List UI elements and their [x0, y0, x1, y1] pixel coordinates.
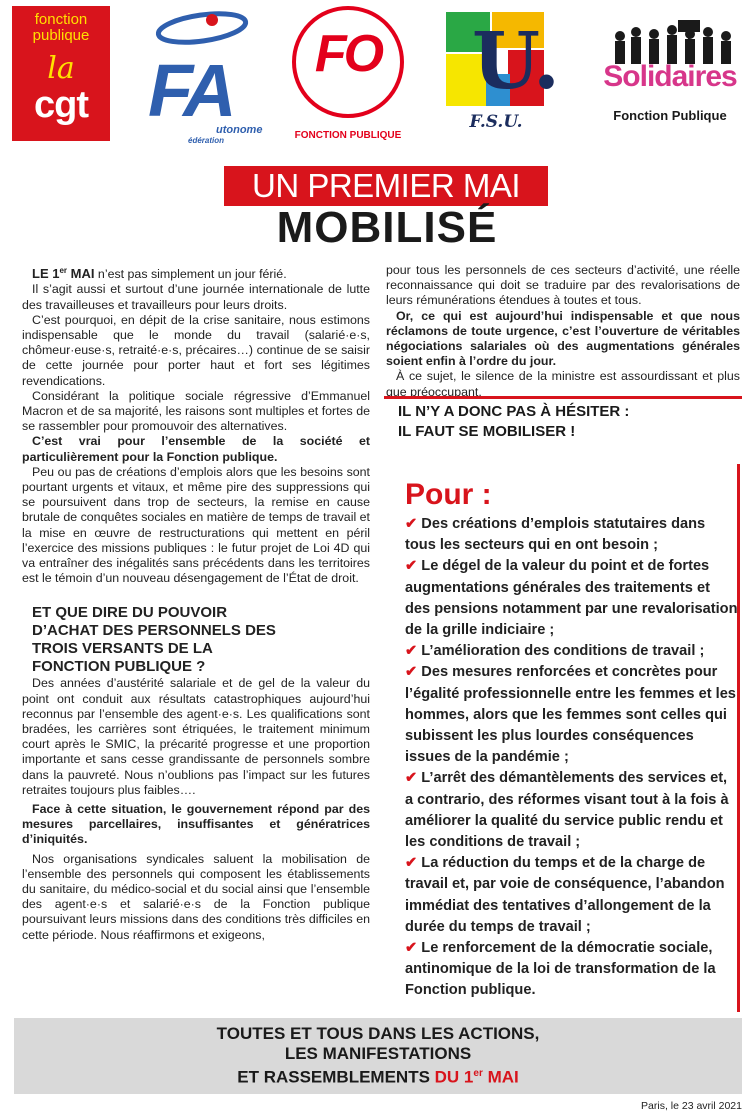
footer-date-red2: MAI — [482, 1067, 519, 1087]
demand-item — [405, 768, 739, 853]
check-icon: ✔ — [405, 558, 418, 575]
demand-item — [405, 556, 739, 641]
check-icon: ✔ — [405, 643, 418, 660]
mobilise-heading-line2: IL FAUT SE MOBILISER ! — [398, 423, 576, 440]
paragraph: Considérant la politique sociale régressive d’Emmanuel Macron et de sa majorité, les raisons sont multiples et fortes de se rassembler pour promouvoir des alternatives. — [22, 388, 370, 434]
lead-rest: n’est pas simplement un jour férié. — [94, 267, 287, 282]
date-line: Paris, le 23 avril 2021 — [641, 1100, 742, 1112]
demand-item — [405, 853, 739, 938]
right-column — [386, 263, 740, 400]
demand-text: La réduction du temps et de la charge de travail et, par voie de conséquence, l’abandon immédiat des tentatives d’allongement de la durée du temps de travail ; — [405, 855, 725, 935]
lead-word: LE 1 — [32, 266, 60, 282]
bold-paragraph: C’est vrai pour l’ensemble de la société et particulièrement pour la Fonction publique. — [22, 434, 370, 464]
section-rule — [384, 396, 742, 399]
title-line1: UN PREMIER MAI — [224, 166, 548, 206]
footer-date-red: DU 1 — [434, 1067, 474, 1087]
fo-logo-caption: FONCTION PUBLIQUE — [294, 130, 402, 141]
cgt-logo-name: cgt — [34, 84, 88, 126]
lead-sup: er — [59, 266, 68, 275]
fo-logo — [288, 6, 408, 146]
demand-item — [405, 662, 739, 768]
paragraph: Des années d’austérité salariale et de gel de la valeur du point ont conduit aux résultats catastrophiques aujourd’hui reconnus par l’ensemble des agent·e·s. Les qualifications sont bradées, les carrières sont étriquées, le traitement minimum court après le SMIC, la précarité progresse et une proportion importante et sans cesse grandissante de personnels sombre dans la pauvreté. Nous n’oublions pas l’impact sur les futures retraites toujours plus faibles…. — [22, 676, 370, 797]
paragraph: Peu ou pas de créations d’emplois alors que les besoins sont pourtant urgents et vitaux, et même pire des suppressions qui se poursuivent dans trop de secteurs, la remise en cause brutale de conquêtes sociales en matière de temps de travail et la mise en œuvre de restructurations qui mettent en péril l’exercice des missions publiques : le futur projet de Loi 4D qui va entraîner des inégalités sans précédents dans les territoires est le témoin d’un nouveau désengagement de l’État de droit. — [22, 464, 370, 586]
demand-text: L’amélioration des conditions de travail ; — [421, 643, 705, 660]
section-heading: ET QUE DIRE DU POUVOIR D’ACHAT DES PERSONNELS DES TROIS VERSANTS DE LA FONCTION PUBLIQUE ? — [32, 604, 276, 676]
check-icon: ✔ — [405, 855, 418, 872]
footer-line3 — [14, 1064, 742, 1088]
solidaires-logo-caption: Fonction Publique — [613, 108, 727, 123]
paragraph: À ce sujet, le silence de la ministre est assourdissant et plus que préoccupant. — [386, 369, 740, 399]
pour-title: Pour : — [405, 478, 492, 511]
demand-text: L’arrêt des démantèlements des services et, a contrario, des réformes visant tout à la fois à améliorer la qualité du service public rendu et les conditions de travail ; — [405, 770, 729, 851]
demand-item — [405, 641, 739, 662]
fo-logo-letters: FO — [314, 25, 382, 83]
paragraph: pour tous les personnels de ces secteurs d’activité, une réelle reconnaissance qui doit se traduire par des revalorisations de leurs rémunérations étendues à toutes et tous. — [386, 263, 740, 308]
solidaires-logo-name: Solidaires — [603, 60, 737, 93]
fa-logo — [140, 6, 265, 146]
cgt-logo — [12, 6, 110, 141]
demand-item — [405, 938, 739, 1002]
mobilise-heading-line1: IL N’Y A DONC PAS À HÉSITER : — [398, 403, 630, 420]
title-line2: MOBILISÉ — [276, 203, 498, 252]
cgt-logo-line1: fonction — [34, 11, 88, 28]
cgt-logo-line2: publique — [32, 27, 90, 44]
fa-logo-sub1: utonome — [216, 124, 263, 136]
bold-paragraph: Or, ce qui est aujourd’hui indispensable et que nous réclamons de toute urgence, c’est l’ouverture de véritables négociations salariales où des augmentations générales soient enfin à l’ordre du jour. — [386, 308, 740, 369]
check-icon: ✔ — [405, 664, 418, 681]
demands-list — [405, 514, 739, 1002]
footer-line1: TOUTES ET TOUS DANS LES ACTIONS, — [216, 1024, 540, 1043]
solidaires-logo — [594, 20, 746, 132]
check-icon: ✔ — [405, 516, 418, 532]
check-icon: ✔ — [405, 940, 418, 957]
fsu-logo-caption: F.S.U. — [469, 112, 523, 132]
demand-text: Des mesures renforcées et concrètes pour l’égalité professionnelle entre les femmes et les hommes, alors que les femmes sont celles qui subissent les plus lourdes conséquences issues de la pandémie ; — [405, 664, 736, 766]
fsu-logo — [446, 12, 561, 134]
paragraph: Il s’agit aussi et surtout d’une journée internationale de lutte des travailleuses et travailleurs pour leurs droits. — [22, 282, 370, 312]
mobilise-heading — [398, 402, 738, 442]
footer-date-sup: er — [473, 1068, 483, 1079]
left-column — [22, 263, 370, 943]
demand-item — [405, 514, 739, 556]
logo-bar — [0, 0, 756, 150]
lead-paragraph — [22, 263, 370, 282]
lead-word2: MAI — [67, 266, 95, 282]
demand-text: Des créations d’emplois statutaires dans tous les secteurs qui en ont besoin ; — [405, 516, 706, 554]
paragraph: C’est pourquoi, en dépit de la crise sanitaire, nous estimons indispensable que le monde du travail (salarié·e·s, chômeur·euse·s, retraité·e·s, précaires…) continue de se saisir de cette journée pour porter haut et fort ses légitimes revendications. — [22, 312, 370, 388]
demand-text: Le dégel de la valeur du point et de fortes augmentations générales des traitements et des pensions notamment par une revalorisation de la grille indiciaire ; — [405, 558, 738, 639]
fa-logo-sub2: édération — [188, 136, 225, 145]
footer-line3-text: ET RASSEMBLEMENTS — [237, 1067, 435, 1087]
footer-line2: LES MANIFESTATIONS — [284, 1044, 472, 1063]
fsu-logo-letter: U. — [472, 16, 561, 107]
bold-paragraph: Face à cette situation, le gouvernement répond par des mesures parcellaires, insuffisantes et génératrices d’iniquités. — [22, 802, 370, 847]
cgt-logo-la: la — [47, 51, 75, 86]
crowd-icon — [602, 20, 742, 64]
paragraph: Nos organisations syndicales saluent la mobilisation de l’ensemble des personnels qui composent les établissements du sanitaire, du médico-social et du social ainsi que l’ensemble des agent·e·s et salarié·e·s de la Fonction publique poursuivant leurs missions dans des conditions très difficiles en cette période. Nous réaffirmons et exigeons, — [22, 851, 370, 942]
demand-text: Le renforcement de la démocratie sociale, antinomique de la loi de transformation de la Fonction publique. — [405, 940, 716, 999]
footer-banner — [14, 1018, 742, 1094]
fa-logo-letters: FA — [148, 49, 231, 132]
check-icon: ✔ — [405, 770, 418, 787]
